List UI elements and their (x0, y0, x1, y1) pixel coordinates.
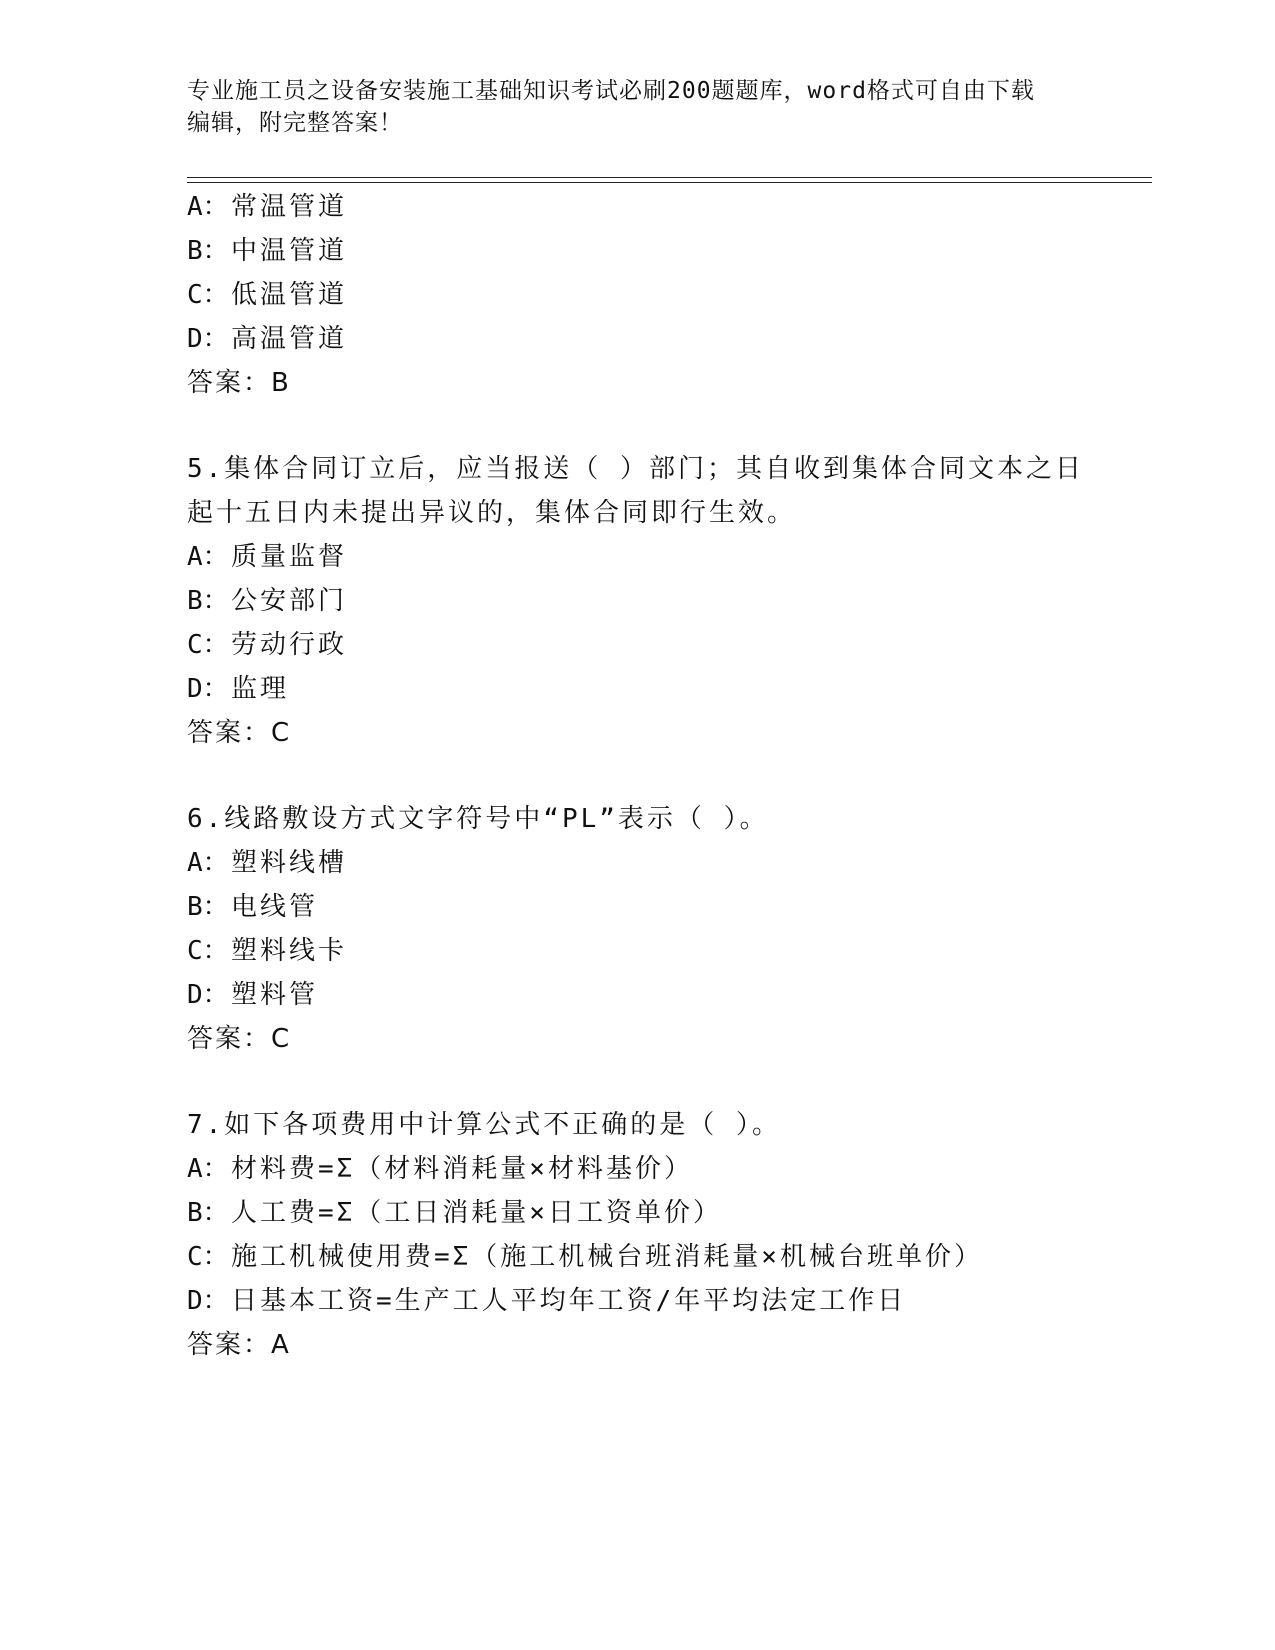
q7-option-c: C：施工机械使用费=Σ（施工机械台班消耗量×机械台班单价） (187, 1242, 983, 1272)
q4-option-a: A：常温管道 (187, 192, 348, 222)
q5-option-b: B：公安部门 (187, 586, 348, 616)
q4-option-d: D：高温管道 (187, 324, 348, 354)
q6-option-a: A：塑料线槽 (187, 848, 348, 878)
q6-stem-line-1: 6.线路敷设方式文字符号中“PL”表示（ ）。 (187, 804, 769, 834)
q4-option-c: C：低温管道 (187, 280, 348, 310)
q7-option-b: B：人工费=Σ（工日消耗量×日工资单价） (187, 1198, 722, 1228)
q4-answer: 答案：B (187, 368, 291, 398)
q5-option-d: D：监理 (187, 674, 290, 704)
q6-option-d: D：塑料管 (187, 980, 319, 1010)
header-line-2: 编辑，附完整答案！ (187, 110, 403, 136)
document-header (187, 75, 1087, 139)
q5-option-c: C：劳动行政 (187, 630, 348, 660)
header-divider-top (187, 177, 1152, 178)
q7-stem-line-1: 7.如下各项费用中计算公式不正确的是（ ）。 (187, 1110, 781, 1140)
q5-option-a: A：质量监督 (187, 542, 348, 572)
q7-option-d: D：日基本工资=生产工人平均年工资/年平均法定工作日 (187, 1286, 907, 1316)
q7-option-a: A：材料费=Σ（材料消耗量×材料基价） (187, 1154, 693, 1184)
q6-option-b: B：电线管 (187, 892, 319, 922)
q6-option-c: C：塑料线卡 (187, 936, 348, 966)
q7-answer: 答案：A (187, 1330, 291, 1360)
q5-stem-line-1: 5.集体合同订立后，应当报送（ ）部门；其自收到集体合同文本之日 (187, 454, 1084, 484)
header-divider-bottom (187, 182, 1152, 183)
q5-stem-line-2: 起十五日内未提出异议的，集体合同即行生效。 (187, 498, 797, 528)
q6-answer: 答案：C (187, 1024, 292, 1054)
q4-option-b: B：中温管道 (187, 236, 348, 266)
header-line-1: 专业施工员之设备安装施工基础知识考试必刷200题题库，word格式可自由下载 (187, 78, 1035, 104)
q5-answer: 答案：C (187, 718, 292, 748)
